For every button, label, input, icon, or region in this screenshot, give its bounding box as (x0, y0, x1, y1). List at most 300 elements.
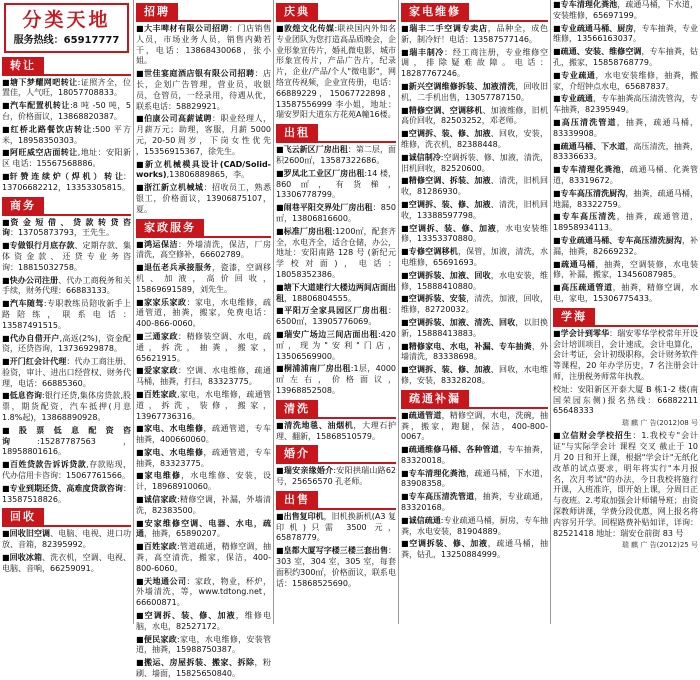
entry-text: ，抽粪，疏通马桶，地漏，83322759。 (553, 188, 699, 209)
classified-entry (553, 47, 698, 69)
classified-entry (276, 421, 396, 443)
entry-text: :1200㎡，配套齐全，水电齐全，适合仓储，办公，地址：安阳南路 128 号 (新纪元学校对面)，电话：18058352386。 (276, 226, 397, 279)
entry-text: ，疏通马桶，抽粪，钻孔，13250884999。 (401, 539, 549, 560)
entry-keyword: 精修空调、拆装、加液 (408, 176, 491, 186)
bullet-square-icon: ■ (2, 333, 10, 343)
classified-entry (276, 203, 396, 225)
entry-keyword: 百姓家政 (143, 389, 178, 399)
entry-text: :专业疏通马桶，厨房，专车抽粪，水电安装，81904889。 (401, 515, 549, 536)
entry-keyword: 阿旺威空店面转让 (10, 148, 78, 158)
entry-keyword: 空调拆装、加液、清洗、回收 (408, 317, 516, 327)
entry-text: ，清洗，加液，回收，维修，82720032。 (401, 294, 549, 315)
classified-entry (276, 306, 396, 328)
entry-keyword: 红桥北路餐饮店转让 (10, 124, 93, 134)
classified-entry (553, 94, 698, 116)
bullet-square-icon: ■ (2, 171, 10, 181)
bullet-square-icon: ■ (553, 165, 562, 175)
entry-keyword: 新兴空调维修拆装、加液清洗 (408, 81, 516, 91)
entry-text: ，精修空调，水电，洗碗，抽粪，搬家，跑腿，保洁，400-800-0067。 (401, 410, 549, 442)
entry-keyword: 便民家政 (143, 634, 178, 644)
bullet-square-icon: ■ (136, 183, 145, 193)
classified-entry (401, 224, 548, 246)
entry-keyword: 家电、水电维修 (144, 424, 204, 434)
entry-text: 、清洗，旧机回收，81286930。 (401, 176, 549, 197)
classified-entry (2, 172, 131, 194)
entry-text: 、定期存款、集体 资 金 款 、 还 贷 专 业 务 咨 询：18815032758。 (2, 241, 132, 272)
bullet-square-icon: ■ (553, 117, 562, 127)
entry-keyword: 专车清理化粪池 (408, 468, 467, 478)
bullet-square-icon: ■ (276, 329, 285, 339)
bullet-square-icon: ■ (2, 553, 10, 563)
entry-text: ，水电安装维修，抽粪，搬家，介绍钟点水电，65687837。 (553, 70, 699, 91)
entry-text: ：13587518826。 (2, 483, 131, 504)
entry-text: ，回收旧机，二手机出售，13057787150。 (401, 81, 549, 102)
bullet-square-icon: ■ (553, 70, 562, 80)
classified-entry (401, 294, 548, 316)
entry-text: ，疏通管道，专车抽粪，83323775。 (136, 447, 272, 468)
bullet-square-icon: ■ (136, 159, 145, 169)
entry-keyword: 空调拆、装、修、加液 (408, 199, 491, 209)
bullet-square-icon: ■ (276, 546, 284, 556)
entry-text: ，疏通马桶、化粪管道，83319672。 (553, 165, 699, 185)
classified-entry (2, 426, 131, 458)
entry-text: :14 楼，860㎡，有货梯，13306778799。 (276, 168, 396, 200)
bullet-square-icon: ■ (136, 24, 145, 33)
entry-text: ,13806889865，李。 (166, 170, 250, 180)
entry-text: 、代办工商税务和关手续，财务代理：66883133。 (2, 275, 132, 296)
classified-entry (553, 118, 698, 140)
entry-keyword: 专车高压清洗管道 (408, 492, 475, 502)
entry-text: ,家电，水电维修，疏通管道，拆洗，装修，搬家，13967736316。 (136, 389, 272, 421)
classified-entry (553, 212, 698, 234)
section-title: 家政服务 (136, 219, 204, 236)
entry-keyword: 浙江新立机械城 (144, 183, 204, 193)
classified-entry (136, 390, 271, 422)
bullet-square-icon: ■ (276, 226, 284, 236)
entry-keyword: 出售复印机 (283, 511, 324, 521)
entry-keyword: 疏通马桶、下水道 (560, 141, 626, 151)
entry-text: ：招收员工，熟悉银工，价格面议，13906875107，夏。 (136, 183, 272, 214)
classified-entry (553, 431, 698, 539)
classified-entry (401, 176, 548, 198)
entry-keyword: 爱家家政 (144, 366, 179, 376)
entry-text: ,地址：安阳新区 电话：15567568886。 (2, 148, 132, 169)
entry-keyword: 学会计到零华 (560, 328, 610, 338)
bullet-square-icon: ■ (401, 176, 409, 186)
entry-keyword: 空调拆、装、修、加液 (408, 129, 491, 139)
entry-keyword: 搬运、房屋拆装、搬家、拆除 (144, 658, 255, 668)
section-title: 出租 (276, 124, 318, 141)
column-5 (550, 0, 700, 624)
entry-keyword: 汽车随驾 (10, 299, 44, 309)
entry-keyword: 三通家政 (144, 331, 179, 341)
entry-keyword: 专业疏通 (561, 70, 596, 80)
classified-entry (401, 342, 548, 364)
entry-keyword: 疏通马桶 (561, 259, 596, 269)
entry-text: ：外墙清洗，保洁，厂房清洗，高空修补，66602789。 (136, 239, 272, 260)
classified-entry (401, 516, 548, 538)
classified-entry (401, 492, 548, 514)
classified-entry (136, 69, 271, 112)
entry-keyword: 汽车配置机转让 (10, 101, 71, 111)
ad-license-note: 瑞 麒 广 告(2012)08 号 (621, 419, 698, 428)
section-title: 商务 (2, 197, 44, 214)
classified-entry (401, 318, 548, 340)
entry-keyword: 瑞丰制冷 (409, 47, 445, 57)
entry-text: ：850㎡，13806816600。 (276, 203, 396, 223)
bullet-square-icon: ■ (401, 468, 409, 478)
entry-keyword: 退伍老兵承接服务 (144, 263, 213, 273)
bullet-square-icon: ■ (401, 152, 409, 162)
entry-keyword: 家家乐家政 (144, 297, 187, 307)
section-header (276, 124, 396, 143)
entry-text: ，抽粪，空调装修，水电装修，补漏，搬家，13456087985。 (553, 259, 699, 280)
entry-text: ，大理石护理、翻新，15868510579。 (276, 420, 397, 441)
entry-keyword: 高压清洗管道 (561, 117, 617, 127)
bullet-square-icon: ■ (276, 145, 284, 155)
classified-entry (2, 484, 131, 506)
section-title: 转让 (2, 57, 44, 74)
bullet-square-icon: ■ (553, 141, 561, 151)
entry-text: 、回收，安装，维修，洗衣机，82388448。 (401, 129, 549, 149)
classified-entry (136, 114, 271, 157)
classified-entry (401, 129, 548, 151)
entry-keyword: 回收冰箱 (9, 553, 43, 563)
classified-entry (276, 24, 396, 121)
entry-text: :8 吨 -50 吨，5 台，价格面议，13868820387。 (2, 101, 132, 121)
classified-entry (136, 183, 271, 215)
classified-entry (276, 330, 396, 362)
section-title: 庆典 (276, 3, 318, 20)
entry-keyword: 空调拆装、加液、回收 (408, 270, 491, 280)
bullet-square-icon: ■ (136, 69, 145, 79)
classified-entry (553, 189, 698, 211)
entry-text: ，水电维修、安装，设计，18968910060。 (136, 471, 272, 492)
section-header (401, 390, 548, 409)
entry-text: ：瑞安零华学校常年开设会计培训项目，会计速成，会计电算化，会计考证，会计初级职称，会计财务软件等课程，20 年办学历史，7 名注册会计师，注册税务师常年执教。 (553, 328, 699, 381)
entry-keyword: 疏通维修马桶、各种管道 (408, 445, 499, 455)
entry-text: ，瓷漆，空调移机、加液，高价回收，15869691589，刘先生。 (136, 263, 272, 294)
entry-text: ，外墙清洗，83338698。 (401, 341, 549, 362)
entry-keyword: 安家维修空调、电器、水电，疏通 (136, 518, 272, 539)
bullet-square-icon: ■ (2, 483, 10, 493)
entry-text: :1层，4000㎡左右，价格面议，13968852508。 (276, 364, 396, 395)
classified-entry (401, 445, 548, 467)
entry-keyword: 代办自借开户 (9, 333, 60, 343)
classified-entry (401, 469, 548, 491)
entry-keyword: 专业到期还贷、高难度贷款咨询 (9, 483, 123, 493)
classified-entry (136, 160, 271, 182)
classified-entry (136, 495, 271, 517)
classified-entry (401, 153, 548, 175)
entry-text: ,高返(2%)，资金配资，还贷咨询，13736929878。 (2, 333, 131, 354)
bullet-square-icon: ■ (401, 24, 410, 33)
entry-keyword: 股票低息配资咨询 (2, 425, 132, 446)
entry-text: ：家政，物业，杯炉，外墙清洗，等，www.tdtong.net，66600871。 (136, 576, 272, 608)
classified-entry (276, 283, 396, 305)
classified-entry (553, 24, 698, 46)
entry-text: :专职教练员陪收新手上路陪练，联系电话：13587491515。 (2, 299, 131, 330)
classified-entry (276, 145, 396, 167)
entry-keyword: 专车高压清洗厨沟 (560, 188, 626, 198)
entry-keyword: 专业疏通马桶、专车高压清洗厨沟 (560, 235, 682, 245)
bullet-square-icon: ■ (276, 306, 285, 316)
entry-keyword: 空调拆、装、修、加液 (144, 611, 236, 621)
classified-entry (136, 263, 271, 295)
section-header (276, 491, 396, 510)
entry-text: ，保管，加液，清洗，水电维修，65691693。 (401, 247, 549, 267)
entry-keyword: 清洗地毯、油烟机 (284, 420, 354, 430)
column-3 (273, 0, 398, 624)
entry-keyword: 空调拆装、修、加液 (409, 539, 488, 549)
bullet-square-icon: ■ (401, 515, 409, 525)
bullet-square-icon: ■ (136, 366, 145, 376)
entry-keyword: 诚信家政 (143, 495, 178, 505)
entry-text: ，抽粪，精修空调，水电，家电，15306775433。 (553, 283, 699, 303)
entry-text: ，专车抽粪高压清洗管沟，专车抽粪，82395949。 (553, 94, 699, 115)
section-header (401, 3, 548, 22)
bullet-square-icon: ■ (276, 24, 284, 33)
entry-text: ：13706682212，13353305815。 (2, 171, 131, 192)
bullet-square-icon: ■ (136, 331, 145, 341)
entry-keyword: 标准厂房出租 (283, 226, 333, 236)
entry-keyword: 空调拆、装、修、加液 (409, 223, 497, 233)
bullet-square-icon: ■ (401, 492, 409, 502)
bullet-square-icon: ■ (553, 259, 562, 269)
bullet-square-icon: ■ (2, 357, 10, 367)
section-header (136, 219, 271, 238)
entry-text: :证照齐全，位置佳，人气旺，18057708833。 (2, 77, 131, 98)
entry-text: ，旧机换新机(A3 复印机)只需 3500 元，65878779。 (276, 511, 396, 543)
entry-keyword: 专做银行月底存款 (9, 241, 75, 251)
classified-entry (2, 125, 131, 147)
classified-entry (136, 298, 271, 330)
bullet-square-icon: ■ (136, 542, 144, 552)
classified-entry (2, 334, 131, 356)
section-title: 回收 (2, 508, 44, 525)
bullet-square-icon: ■ (136, 297, 145, 307)
entry-text: 、洗衣机，空调、电视、电脑、音响，66259091。 (2, 553, 132, 573)
entry-keyword: 专修空调移机 (408, 247, 458, 257)
section-title: 婚介 (276, 445, 318, 462)
classified-entry (553, 142, 698, 164)
entry-keyword: 瑞安亲缘婚介 (283, 466, 334, 476)
classified-entry (136, 448, 271, 470)
entry-keyword: 快办公司注册 (9, 275, 59, 285)
bullet-square-icon: ■ (401, 270, 409, 280)
entry-text: 、清洗，旧机回收，13388597798。 (401, 199, 549, 220)
entry-text: 、电脑、电视、进口功放、音箱，82395992。 (2, 529, 132, 550)
bullet-square-icon: ■ (553, 235, 561, 245)
entry-text: ，专车抽粪，钻孔，搬家，15858768779。 (553, 47, 699, 67)
classified-entry (401, 200, 548, 222)
entry-keyword: 飞云新区厂房出租 (283, 145, 348, 155)
entry-text: ，专车抽粪，专业维修，13566163037。 (553, 23, 699, 44)
section-title: 疏通补漏 (401, 390, 469, 407)
bullet-square-icon: ■ (553, 283, 562, 293)
classified-entry (276, 227, 396, 281)
classified-entry (276, 512, 396, 544)
bullet-square-icon: ■ (276, 420, 285, 430)
entry-keyword: 闹巷平阳交界处厂房出租 (283, 203, 373, 213)
entry-keyword: 疏通管道 (408, 410, 442, 420)
entry-text: :银行还贷,集体房贷款,股票，期货配资，汽车抵押(月息 1.8%起)，13868890928。 (2, 391, 131, 423)
classified-entry (2, 148, 131, 170)
bullet-square-icon: ■ (136, 263, 145, 273)
classified-entry (2, 101, 131, 123)
bullet-square-icon: ■ (136, 447, 145, 457)
bullet-square-icon: ■ (401, 129, 409, 139)
entry-keyword: 罗凤北工业区厂房出租 (283, 168, 365, 178)
bullet-square-icon: ■ (553, 94, 561, 104)
bullet-square-icon: ■ (2, 148, 11, 158)
bullet-square-icon: ■ (2, 217, 11, 227)
classified-entry (401, 106, 548, 128)
entry-text: ：第二层，面积2600㎡，13587322686。 (276, 145, 396, 165)
entry-keyword: 天地通公司 (144, 576, 187, 586)
section-header (276, 400, 396, 419)
classified-entry (136, 471, 271, 493)
column-2 (133, 0, 273, 679)
entry-text: ，疏通马桶，下水道，83908358。 (401, 468, 549, 489)
classified-entry (2, 529, 131, 551)
bullet-square-icon: ■ (401, 410, 409, 420)
entry-text: ，抽粪，专业疏通，83320168。 (401, 492, 549, 513)
entry-keyword: 诚信疏通 (408, 515, 441, 525)
section-header (2, 508, 131, 527)
bullet-square-icon: ■ (553, 431, 562, 441)
entry-text: :安阳拱瑞山路62号，25656570 孔老师。 (276, 466, 397, 487)
entry-keyword: 塘下梦耀网吧转让 (10, 77, 78, 87)
entry-keyword: 诚信制冷 (408, 152, 441, 162)
section-header (2, 57, 131, 76)
classified-entry (401, 48, 548, 80)
bullet-square-icon: ■ (136, 389, 144, 399)
entry-text: ：家电，水电维修，疏通管道，抽粪，搬家，免费电话：400-866-0060。 (136, 297, 272, 329)
column-4 (398, 0, 550, 624)
entry-text: ，水电安装，维修，15888410880。 (401, 270, 549, 291)
entry-keyword: 桐浦浦南厂房出租 (283, 364, 351, 374)
bullet-square-icon: ■ (2, 77, 11, 87)
entry-keyword: 疏通、安装、维修空调 (560, 47, 642, 57)
section-title: 家电维修 (401, 3, 469, 20)
entry-keyword: 平阳万全家具园区厂房出租 (284, 306, 389, 316)
bullet-square-icon: ■ (276, 168, 284, 178)
section-title: 出售 (276, 491, 318, 508)
entry-text: ，18806804555。 (284, 293, 356, 303)
entry-text: ，专车抽粪，83320018。 (401, 445, 549, 465)
classified-entry (553, 71, 698, 93)
bullet-square-icon: ■ (401, 365, 409, 375)
entry-text: ，品种全，成色新，制冷好！电话：13587577146。 (401, 24, 549, 44)
entry-keyword: 专车高压清洗 (561, 212, 617, 222)
bullet-square-icon: ■ (401, 81, 409, 91)
entry-text: ：13705873793，王先生。 (10, 228, 114, 238)
bullet-square-icon: ■ (2, 241, 10, 251)
entry-text: ：1.我校专"会计证"与实际学会计 课程 交叉 截止于 10 月 20 日和开上课，根据"学会计"无纸化改革的试点要求，明年将实行"本月报名，次月考试"的办法，今日我校将施行开课，入班准许，即开始上课，分周日正与夜班。2.考取加强会计师辅导班；由资深教师讲课，学费分段优惠，网上报名将内容另开学。回程路费补贴如详，详询：82521418 地址：瑞安仓前街 83 号 (553, 431, 699, 538)
bullet-square-icon: ■ (276, 282, 284, 292)
entry-text: ，维修电脑，水电，82527172。 (136, 611, 272, 631)
bullet-square-icon: ■ (2, 124, 11, 134)
classified-entry (2, 357, 131, 389)
bullet-square-icon: ■ (2, 425, 19, 435)
entry-keyword: 世佳宴庭酒店银有限公司招聘 (144, 69, 255, 79)
entry-keyword: 瑞丰二手空调专卖店 (409, 24, 488, 33)
bullet-square-icon: ■ (553, 0, 561, 9)
classified-entry (136, 424, 271, 446)
bullet-square-icon: ■ (401, 317, 409, 327)
bullet-square-icon: ■ (2, 391, 10, 401)
bullet-square-icon: ■ (136, 495, 144, 505)
classified-entry (136, 519, 271, 541)
entry-text: ，抽粪，65890207。 (144, 529, 225, 539)
bullet-square-icon: ■ (136, 518, 145, 528)
entry-keyword: 皇都大厦写字楼三楼三套出售 (283, 546, 388, 556)
entry-keyword: 瑞安广场边三间店面出租 (284, 329, 379, 339)
entry-keyword: 百姓贷款告诉诉贷款 (10, 460, 87, 470)
entry-keyword: 立信财会学校招生 (561, 431, 633, 441)
entry-text: ，抽粪，疏通马桶，83339908。 (553, 117, 699, 138)
entry-keyword: 鸿运保洁 (144, 239, 179, 249)
classified-entry (136, 658, 271, 680)
classified-entry (276, 169, 396, 201)
bullet-square-icon: ■ (136, 239, 145, 249)
classified-entry (136, 635, 271, 657)
classified-entry (2, 391, 131, 423)
entry-text: ：代办工商注册、验资，审计、进出口经营权、财务代理，电话：66885360。 (2, 357, 131, 388)
masthead (4, 3, 129, 53)
classified-entry (2, 299, 131, 331)
entry-keyword: 精修家电、水电，补漏、专车抽粪 (408, 341, 532, 351)
entry-text: 校址：安阳新区开泰大厦 B 栋1-2 楼(南国荣园东侧)报名热线：66882211 65648333 (553, 384, 698, 416)
section-title: 学海 (553, 308, 595, 325)
masthead-title: 分类天地 (22, 9, 111, 31)
ad-license-note: 瑞 麒 广 告(2012)25 号 (621, 541, 698, 550)
bullet-square-icon: ■ (553, 188, 561, 198)
entry-keyword: 开门红会计代理 (9, 357, 67, 367)
classified-entry (553, 283, 698, 305)
entry-keyword: 伯康公司高薪诚聘 (144, 114, 213, 124)
section-title: 招聘 (136, 3, 178, 20)
classified-entry (401, 247, 548, 269)
classified-entry (401, 411, 548, 443)
entry-text: ：门店销售人员，市场业务人员，销售内勤若干，电话：13868430068，张小姐。 (136, 24, 272, 66)
entry-text: ，高压清洗，抽粪，83336633。 (553, 141, 699, 162)
section-header (136, 3, 271, 22)
entry-keyword: 空调拆、装、修、加液 (408, 365, 491, 375)
entry-keyword: 空调拆装、安装 (408, 294, 467, 304)
classified-entry (136, 542, 271, 574)
bullet-square-icon: ■ (401, 223, 410, 233)
classified-entry (553, 236, 698, 258)
classified-entry (136, 611, 271, 633)
classified-entry (276, 546, 396, 589)
bullet-square-icon: ■ (2, 460, 11, 470)
classified-entry (401, 24, 548, 46)
bullet-square-icon: ■ (136, 471, 145, 481)
classified-entry (401, 271, 548, 293)
entry-text: ：店长，企划广告管理，营业员，收银员，仓管员，一经录用，待遇从优，联系电话：58829921。 (136, 69, 272, 111)
entry-text: :500 平方米，18958350303。 (2, 124, 132, 145)
classified-entry (136, 240, 271, 262)
bullet-square-icon: ■ (276, 511, 284, 521)
entry-text: ：303 室，304 室，305 室，每套面积约300㎡，价格面议，联系电话：15868525690。 (276, 546, 396, 588)
bullet-square-icon: ■ (136, 611, 145, 621)
bullet-square-icon: ■ (401, 105, 409, 115)
section-header (276, 445, 396, 464)
section-header (276, 3, 396, 22)
bullet-square-icon: ■ (553, 23, 561, 33)
